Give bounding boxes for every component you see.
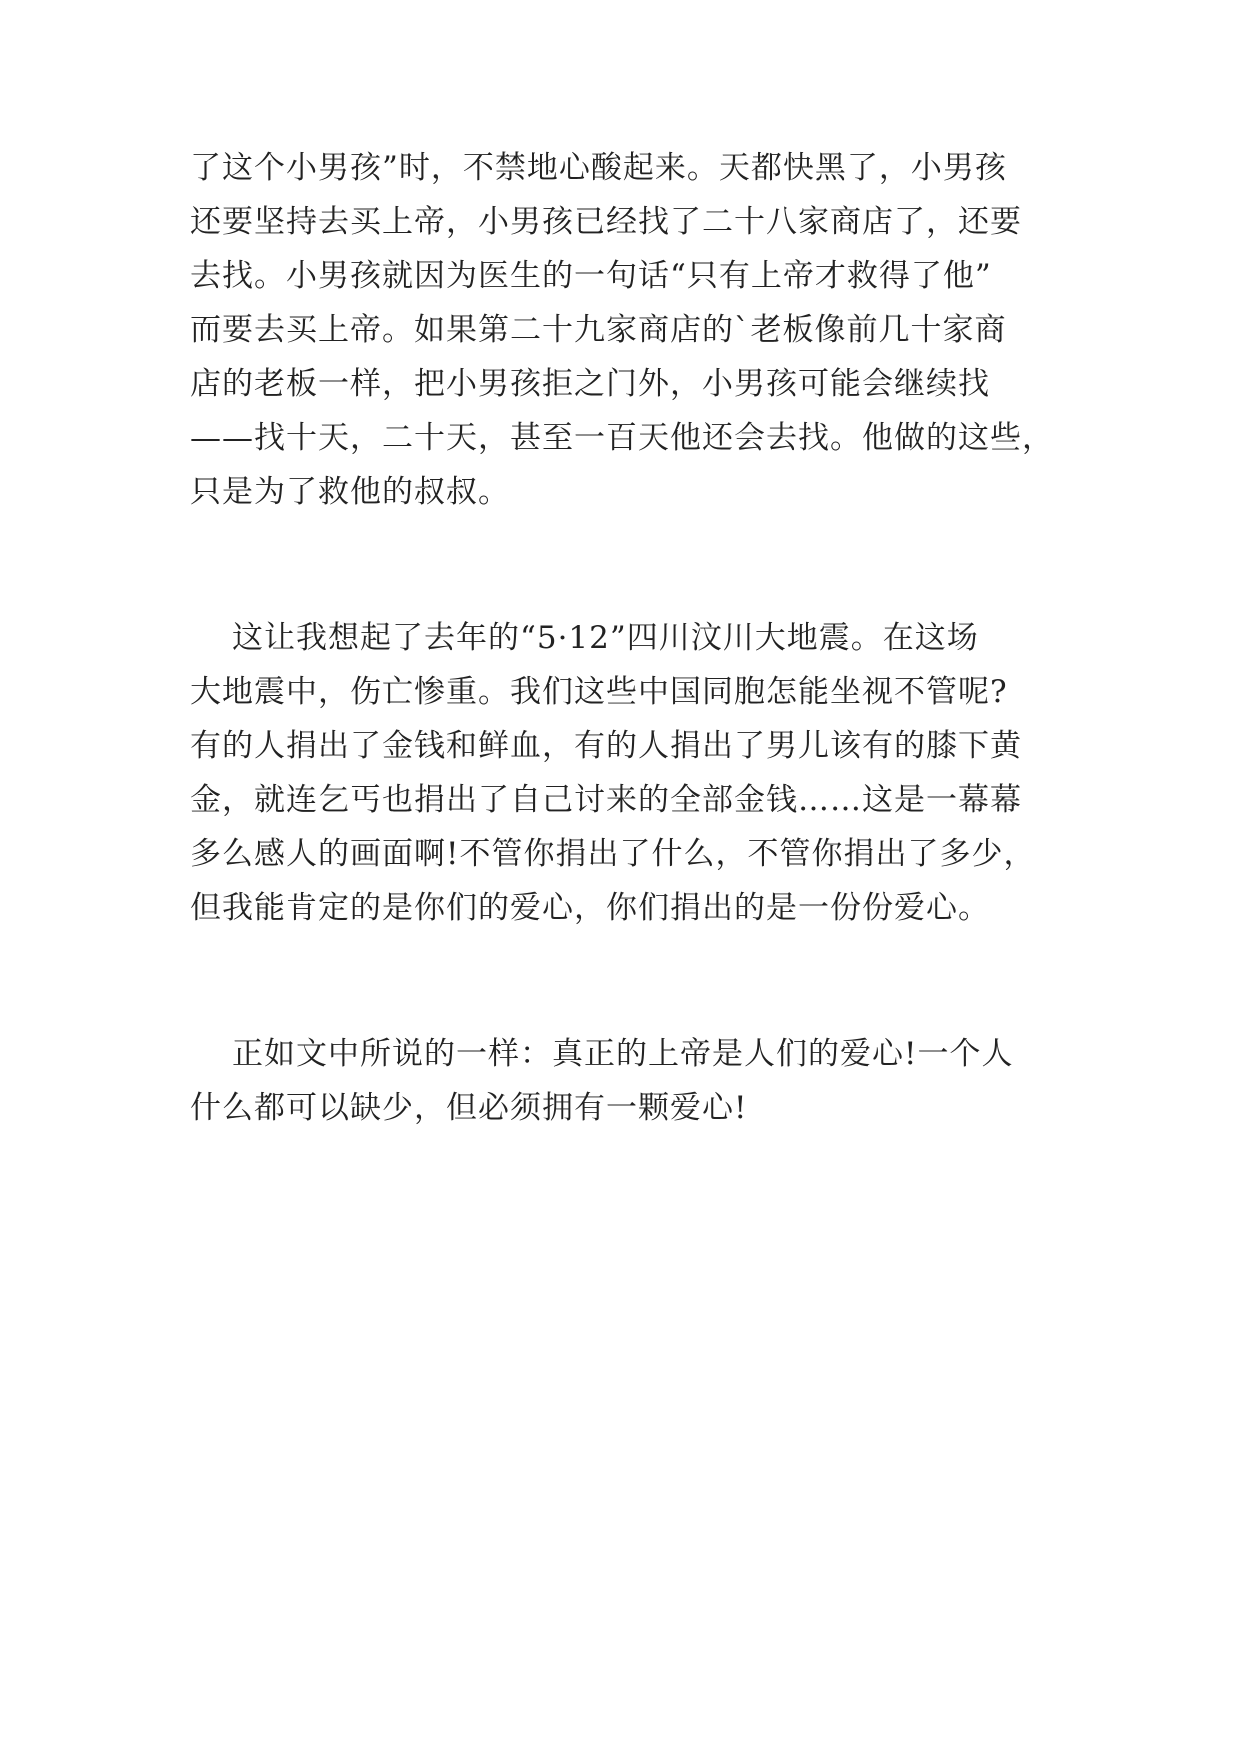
paragraph-1-line-7: 只是为了救他的叔叔。 xyxy=(190,474,510,510)
paragraph-2-line-2: 大地震中，伤亡惨重。我们这些中国同胞怎能坐视不管呢? xyxy=(190,674,1008,710)
paragraph-1-line-5: 店的老板一样，把小男孩拒之门外，小男孩可能会继续找 xyxy=(190,366,990,402)
paragraph-2-line-5: 多么感人的画面啊!不管你捐出了什么，不管你捐出了多少， xyxy=(190,836,1036,872)
paragraph-1-line-1: 了这个小男孩”时，不禁地心酸起来。天都快黑了，小男孩 xyxy=(190,150,1007,186)
paragraph-3-line-2: 什么都可以缺少，但必须拥有一颗爱心! xyxy=(190,1090,748,1126)
paragraph-2-line-3: 有的人捐出了金钱和鲜血，有的人捐出了男儿该有的膝下黄 xyxy=(190,728,1022,764)
paragraph-1-line-2: 还要坚持去买上帝，小男孩已经找了二十八家商店了，还要 xyxy=(190,204,1022,240)
paragraph-3-line-1: 正如文中所说的一样：真正的上帝是人们的爱心!一个人 xyxy=(232,1036,1014,1072)
paragraph-2-line-1: 这让我想起了去年的“5·12”四川汶川大地震。在这场 xyxy=(232,620,979,656)
paragraph-2-line-4: 金，就连乞丐也捐出了自己讨来的全部金钱……这是一幕幕 xyxy=(190,782,1022,818)
paragraph-1-line-3: 去找。小男孩就因为医生的一句话“只有上帝才救得了他” xyxy=(190,258,992,294)
paragraph-1-line-4: 而要去买上帝。如果第二十九家商店的`老板像前几十家商 xyxy=(190,312,1007,348)
paragraph-2-line-6: 但我能肯定的是你们的爱心，你们捐出的是一份份爱心。 xyxy=(190,890,990,926)
paragraph-1-line-6: ——找十天，二十天，甚至一百天他还会去找。他做的这些， xyxy=(190,420,1054,456)
